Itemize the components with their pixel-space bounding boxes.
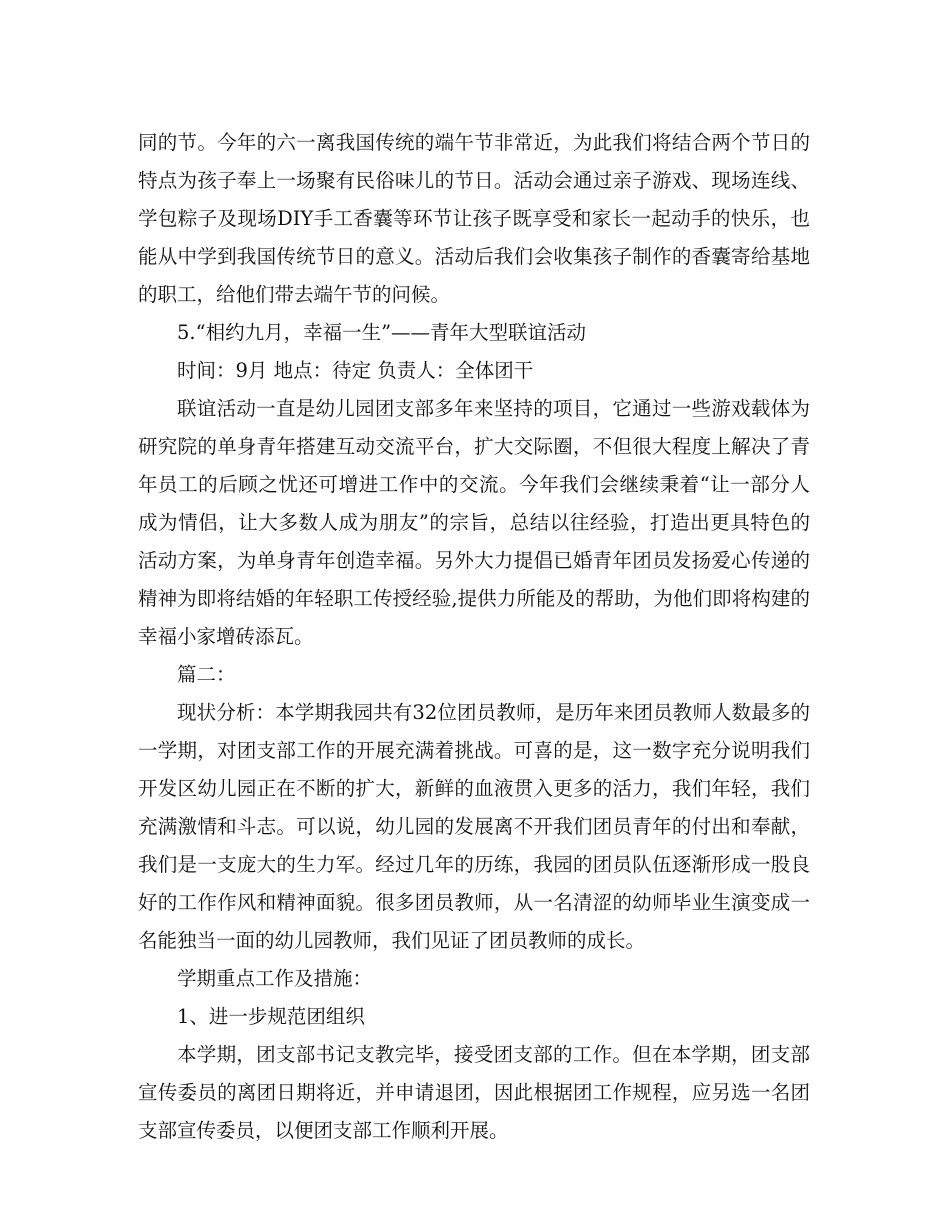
paragraph-section-two: 篇二：: [177, 663, 236, 686]
paragraph-duanwu-continuation: 同的节。今年的六一离我国传统的端午节非常近，为此我们将结合两个节日的特点为孩子奉上一场聚有民俗味儿的节日。活动会通过亲子游戏、现场连线、学包粽子及现场DIY手工香囊等环节让孩子既享受和家长一起动手的快乐，也能从中学到我国传统节日的意义。活动后我们会收集孩子制作的香囊寄给基地的职工，给他们带去端午节的问候。: [138, 131, 810, 306]
paragraph-social-activity: 联谊活动一直是幼儿园团支部多年来坚持的项目，它通过一些游戏载体为研究院的单身青年搭建互动交流平台，扩大交际圈，不但很大程度上解决了青年员工的后顾之忧还可增进工作中的交流。今年我们会继续秉着“让一部分人成为情侣，让大多数人成为朋友”的宗旨，总结以往经验，打造出更具特色的活动方案，为单身青年创造幸福。另外大力提倡已婚青年团员发扬爱心传递的精神为即将结婚的年轻职工传授经验,提供力所能及的帮助，为他们即将构建的幸福小家增砖添瓦。: [138, 397, 810, 648]
paragraph-item-1-heading: 1、进一步规范团组织: [177, 1005, 365, 1028]
paragraph-heading-activity-5: 5.“相约九月，幸福一生”——青年大型联谊活动: [177, 321, 587, 344]
paragraph-time-place: 时间：9月 地点：待定 负责人：全体团干: [177, 359, 534, 382]
paragraph-item-1-body: 本学期，团支部书记支教完毕，接受团支部的工作。但在本学期，团支部宣传委员的离团日期将近，并申请退团，因此根据团工作规程，应另选一名团支部宣传委员，以便团支部工作顺利开展。: [138, 1043, 810, 1142]
paragraph-key-work-heading: 学期重点工作及措施：: [177, 967, 373, 990]
document-body: [138, 124, 810, 1150]
paragraph-status-analysis: 现状分析：本学期我园共有32位团员教师，是历年来团员教师人数最多的一学期，对团支部工作的开展充满着挑战。可喜的是，这一数字充分说明我们开发区幼儿园正在不断的扩大，新鲜的血液贯入更多的活力，我们年轻，我们充满激情和斗志。可以说，幼儿园的发展离不开我们团员青年的付出和奉献，我们是一支庞大的生力军。经过几年的历练，我园的团员队伍逐渐形成一股良好的工作作风和精神面貌。很多团员教师，从一名清涩的幼师毕业生演变成一名能独当一面的幼儿园教师，我们见证了团员教师的成长。: [138, 701, 810, 952]
